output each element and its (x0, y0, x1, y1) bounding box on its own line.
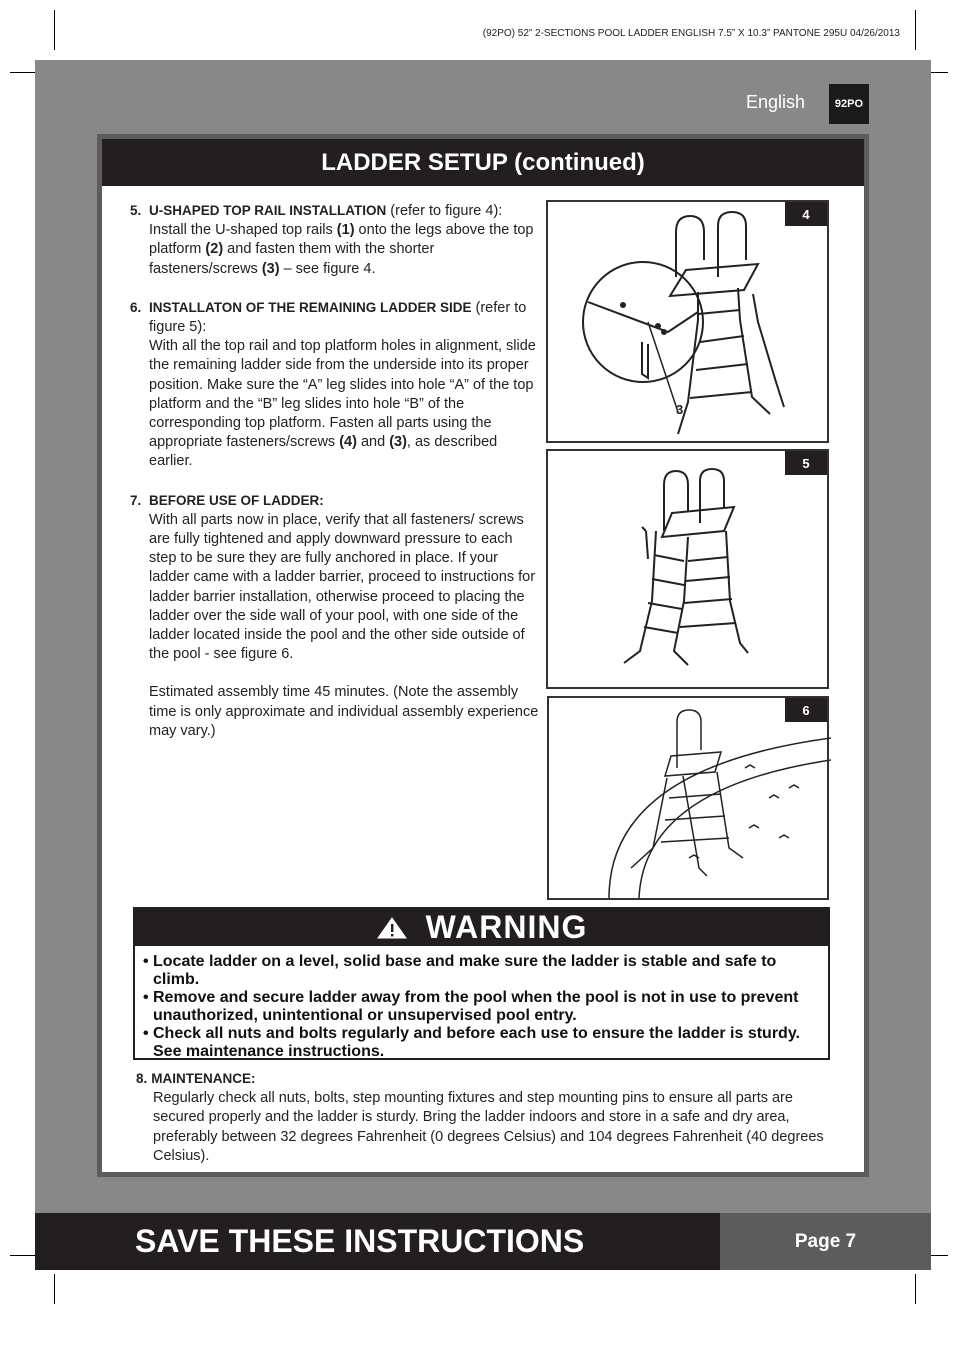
maintenance-heading: MAINTENANCE: (151, 1071, 256, 1086)
step-body (149, 511, 540, 665)
step-heading: INSTALLATON OF THE REMAINING LADDER SIDE (149, 299, 472, 315)
step-heading-line (149, 201, 540, 221)
step-heading: U-SHAPED TOP RAIL INSTALLATION (149, 203, 387, 218)
warning-item: • Remove and secure ladder away from the pool when the pool is not in use to prevent unauthorized, unintentional or unsupervised pool entry. (143, 989, 820, 1024)
part-reference: (1) (336, 222, 355, 239)
part-reference: (3) (389, 434, 407, 451)
instruction-step (130, 491, 540, 665)
part-reference: (3) (261, 260, 280, 277)
step-body (149, 337, 540, 471)
step-text: and fasten them with the shorter fasteners/screws (149, 241, 435, 277)
warning-item: • Check all nuts and bolts regularly and before each use to ensure the ladder is sturdy. See maintenance instructions. (143, 1025, 820, 1060)
instruction-step (130, 201, 540, 279)
figure-number: 4 (785, 202, 827, 226)
warning-header (135, 909, 828, 946)
assembly-time-note: Estimated assembly time 45 minutes. (Note the assembly time is only approximate and individual assembly experience may vary.) (149, 684, 539, 739)
step-text: – see figure 4. (279, 260, 376, 277)
step-number: 7. (130, 492, 142, 508)
page-number: Page 7 (720, 1213, 931, 1270)
warning-item: • Locate ladder on a level, solid base and make sure the ladder is stable and safe to climb. (143, 953, 820, 988)
crop-mark (54, 1274, 55, 1304)
step-text: , as described earlier. (149, 434, 498, 470)
maintenance-section (136, 1069, 836, 1166)
ladder-top-rail-illustration (548, 202, 831, 445)
figure-number: 5 (785, 451, 827, 475)
part-reference: (4) (339, 434, 357, 451)
step-heading-line (149, 298, 540, 337)
step-text: and (356, 434, 390, 451)
crop-mark (915, 10, 916, 50)
step-heading-suffix: (refer to figure 4): (386, 203, 503, 219)
crop-mark (915, 1274, 916, 1304)
part-reference: (2) (205, 241, 224, 258)
warning-list (135, 946, 828, 1060)
figure-6 (547, 696, 829, 900)
step-heading-suffix: (refer to figure 5): (149, 299, 527, 336)
maintenance-number: 8. (136, 1071, 148, 1086)
step-number: 6. (130, 299, 142, 315)
step-text: With all the top rail and top platform holes in alignment, slide the remaining ladder side from the underside into its proper position. Make sure the “A” leg slides into hole “A” of the top platform and the “B” leg slides into hole “B” of the corresponding top platform. Fasten all parts using the appropriate fasteners/screws (149, 338, 536, 451)
content-panel (97, 134, 869, 1177)
warning-box (133, 907, 830, 1060)
step-number: 5. (130, 203, 142, 218)
step-text: onto the legs above the top platform (149, 222, 534, 258)
warning-triangle-icon (376, 916, 408, 940)
instruction-steps (130, 201, 540, 741)
figure-number: 6 (785, 698, 827, 722)
ladder-side-assembly-illustration (548, 451, 831, 691)
figure-5 (546, 449, 829, 689)
model-code-badge: 92PO (829, 84, 869, 124)
step-heading-line (149, 491, 540, 511)
step-body (149, 221, 540, 279)
figure-callout: 3 (676, 402, 684, 417)
footer-title: SAVE THESE INSTRUCTIONS (135, 1223, 585, 1259)
figure-4 (546, 200, 829, 443)
maintenance-body: Regularly check all nuts, bolts, step mounting fixtures and step mounting pins to ensure all parts are secured properly and the ladder is sturdy. Bring the ladder indoors and store in a safe and dry area, preferably between 32 degrees Fahrenheit (0 degrees Celsius) and 104 degrees Fahrenheit (40 degrees Celsius). (153, 1090, 824, 1164)
footer-bar (35, 1213, 931, 1270)
section-title: LADDER SETUP (continued) (102, 139, 864, 186)
language-label: English (746, 92, 806, 112)
print-info: (92PO) 52” 2-SECTIONS POOL LADDER ENGLISH 7.5” X 10.3” PANTONE 295U 04/26/2013 (482, 28, 900, 39)
warning-title: WARNING (425, 909, 588, 945)
step-text: Install the U-shaped top rails (149, 222, 337, 239)
instruction-step (130, 298, 540, 472)
step-text: With all parts now in place, verify that all fasteners/ screws are fully tightened and apply downward pressure to each step to be sure they are fully anchored in place. If your ladder came with a ladder barrier, proceed to instructions for ladder barrier installation, otherwise proceed to placing the ladder over the side wall of your pool, with one side of the ladder located inside the pool and the other side outside of the pool - see figure 6. (149, 511, 536, 663)
ladder-in-pool-illustration (549, 698, 831, 902)
step-heading: BEFORE USE OF LADDER: (149, 492, 324, 508)
crop-mark (54, 10, 55, 50)
